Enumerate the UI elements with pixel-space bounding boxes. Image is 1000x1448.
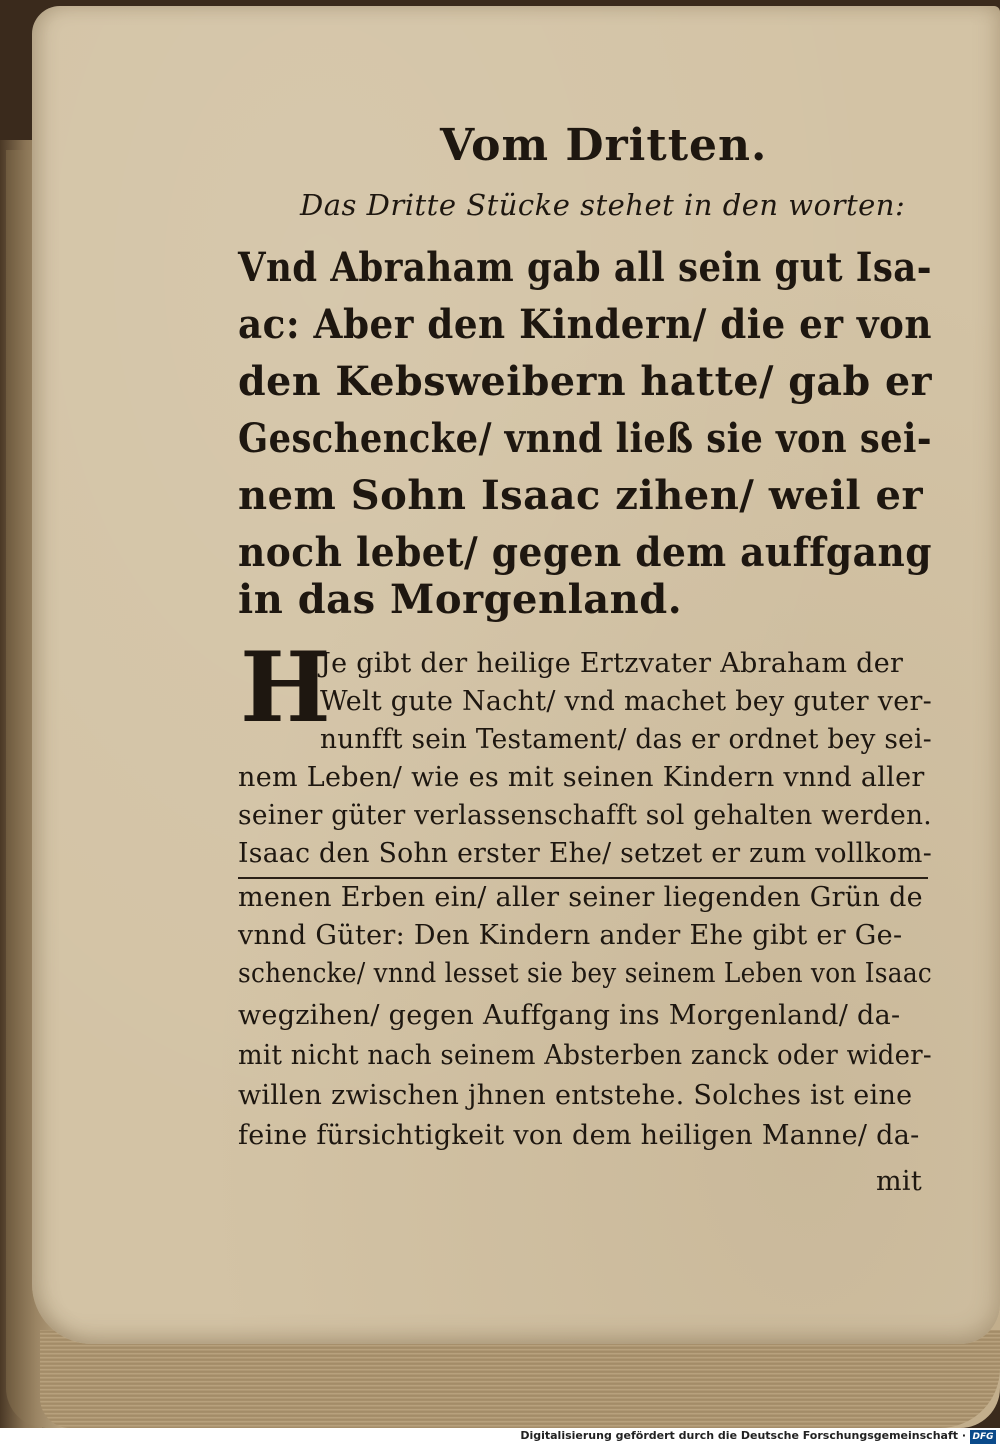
verse-line: noch lebet/ gegen dem auffgang <box>238 529 932 576</box>
footer-credit: Digitalisierung gefördert durch die Deutsche Forschungsgemeinschaft · <box>520 1429 966 1442</box>
body-line: seiner güter verlassenschafft sol gehalten werden. <box>238 800 933 831</box>
verse-line: Geschencke/ vnnd ließ sie von sei- <box>238 415 933 462</box>
verse-line: Vnd Abraham gab all sein gut Isa- <box>238 244 932 291</box>
body-line: nunfft sein Testament/ das er ordnet bey sei- <box>320 724 932 755</box>
dfg-logo-icon: DFG <box>970 1430 996 1444</box>
body-line: vnnd Güter: Den Kindern ander Ehe gibt er Ge- <box>238 920 903 951</box>
body-line: Je gibt der heilige Ertzvater Abraham der <box>320 648 904 679</box>
verse-line: den Kebsweibern hatte/ gab er <box>238 358 933 405</box>
body-line: wegzihen/ gegen Auffgang ins Morgenland/ da- <box>238 1000 901 1031</box>
verse-line: ac: Aber den Kindern/ die er von <box>238 301 933 348</box>
body-line: schencke/ vnnd lesset sie bey seinem Leben von Isaac <box>238 958 933 989</box>
body-line: Isaac den Sohn erster Ehe/ setzet er zum vollkom- <box>238 838 933 869</box>
body-line: feine fürsichtigkeit von dem heiligen Manne/ da- <box>238 1120 920 1151</box>
body-line: mit nicht nach seinem Absterben zanck oder wider- <box>238 1040 932 1071</box>
body-line: Welt gute Nacht/ vnd machet bey guter ver- <box>320 686 933 717</box>
intro-line: Das Dritte Stücke stehet in den worten: <box>300 188 906 222</box>
page-heading: Vom Dritten. <box>440 120 768 171</box>
body-line: willen zwischen jhnen entstehe. Solches ist eine <box>238 1080 913 1111</box>
page-block-bottom <box>40 1330 1000 1428</box>
verse-line: in das Morgenland. <box>238 576 683 623</box>
handwritten-underline <box>238 877 928 879</box>
catchword: mit <box>876 1166 922 1197</box>
decorated-initial: H <box>240 631 331 744</box>
body-line: nem Leben/ wie es mit seinen Kindern vnnd aller <box>238 762 925 793</box>
verse-line: nem Sohn Isaac zihen/ weil er <box>238 472 924 519</box>
body-line: menen Erben ein/ aller seiner liegenden Grün de <box>238 882 923 913</box>
